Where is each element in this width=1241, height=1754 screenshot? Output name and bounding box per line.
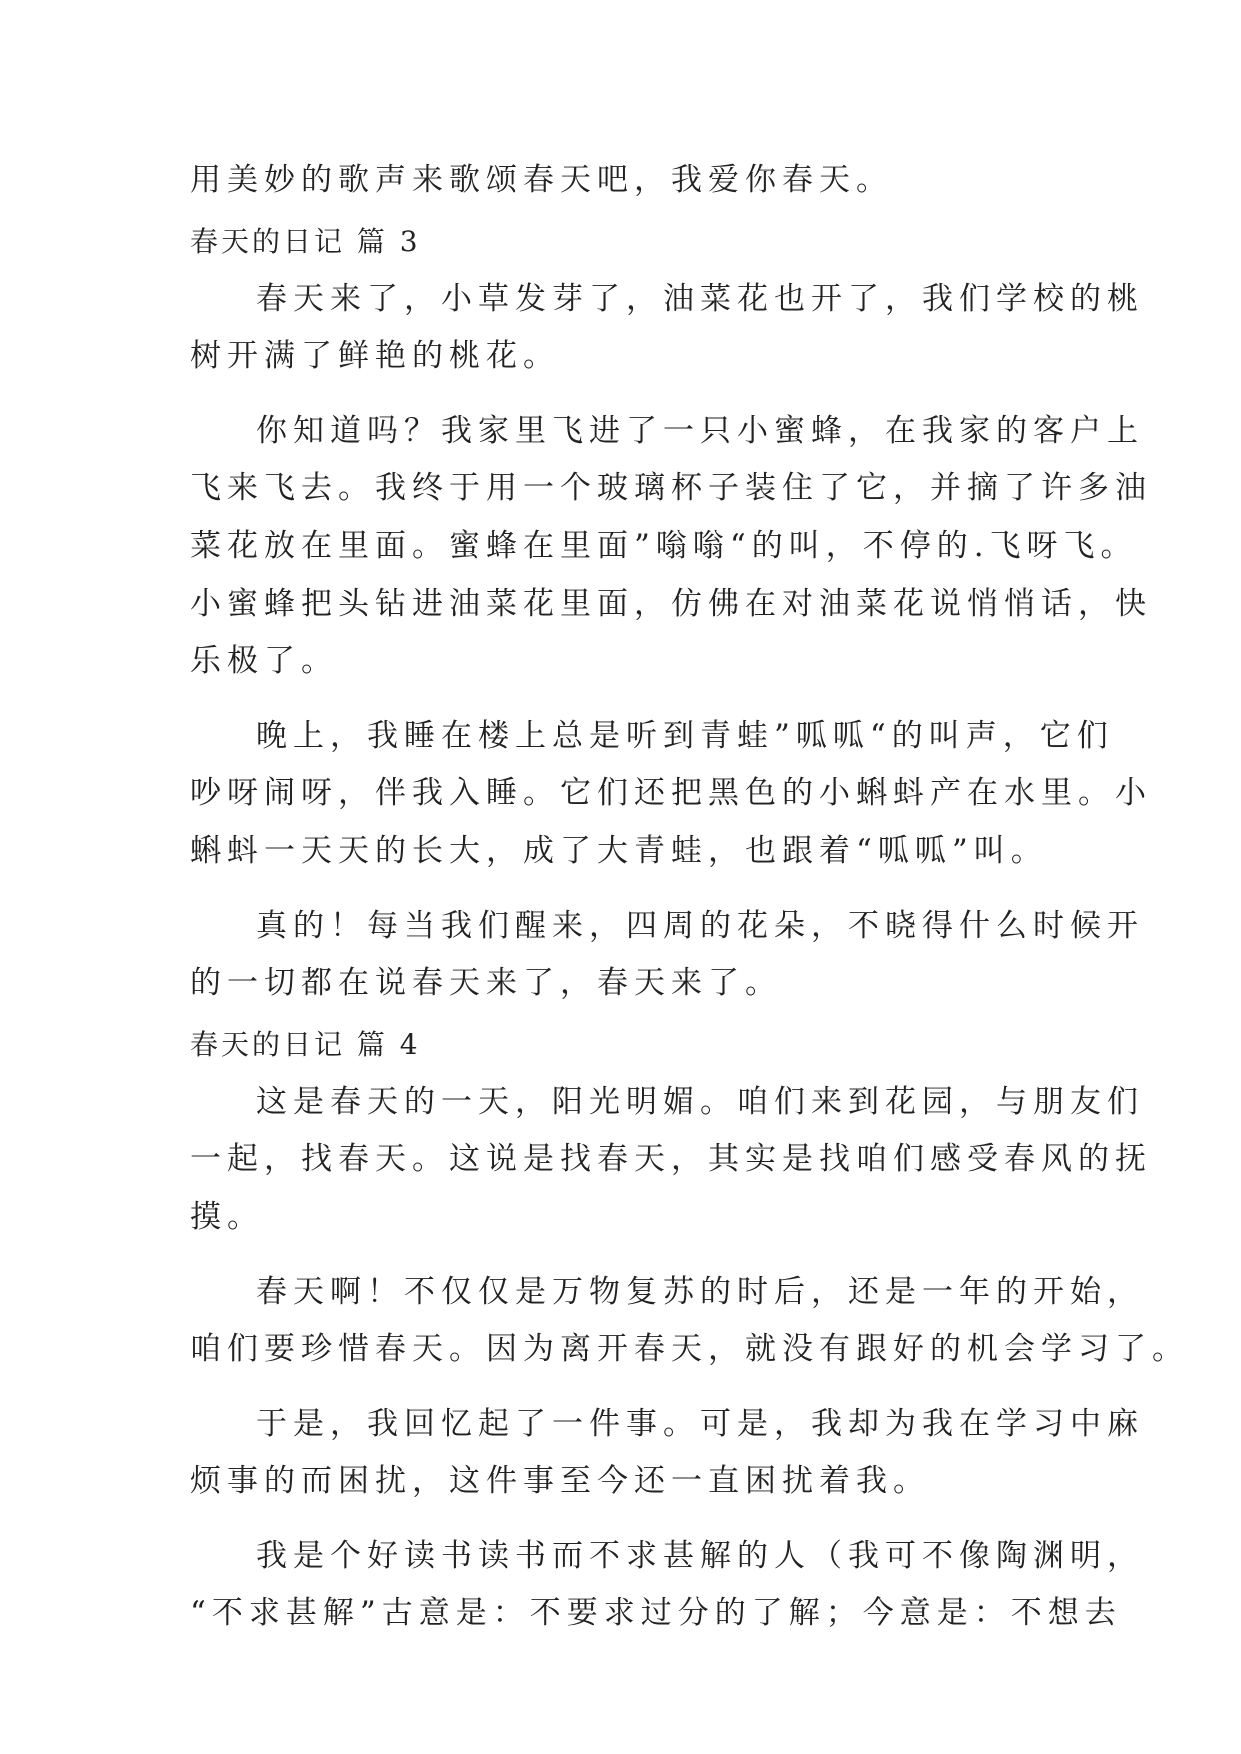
text-line: 晚上，我睡在楼上总是听到青蛙”呱呱“的叫声，它们 (256, 717, 1114, 754)
text-line: 飞来飞去。我终于用一个玻璃杯子装住了它，并摘了许多油 (190, 470, 1152, 507)
text-line: 小蜜蜂把头钻进油菜花里面，仿佛在对油菜花说悄悄话，快 (190, 585, 1152, 622)
paragraph (190, 271, 1144, 386)
section-heading-4: 春天的日记 篇 4 (190, 1027, 421, 1061)
text-line: 真的！每当我们醒来，四周的花朵，不晓得什么时候开 (256, 907, 1144, 944)
text-line: 我是个好读书读书而不求甚解的人（我可不像陶渊明， (256, 1537, 1144, 1574)
text-line: 吵呀闹呀，伴我入睡。它们还把黑色的小蝌蚪产在水里。小 (190, 775, 1152, 812)
text-line: 树开满了鲜艳的桃花。 (190, 338, 560, 375)
text-line: 烦事的而困扰，这件事至今还一直困扰着我。 (190, 1463, 930, 1500)
text-line: 一起，找春天。这说是找春天，其实是找咱们感受春风的抚 (190, 1141, 1152, 1178)
text-line: 摸。 (190, 1198, 264, 1235)
text-line: 春天来了，小草发芽了，油菜花也开了，我们学校的桃 (256, 280, 1144, 317)
section-heading-3: 春天的日记 篇 3 (190, 224, 421, 258)
text-line: 你知道吗？我家里飞进了一只小蜜蜂，在我家的客户上 (256, 412, 1144, 449)
paragraph (190, 1074, 1152, 1247)
document-page (190, 152, 1189, 1643)
text-line: 菜花放在里面。蜜蜂在里面”嗡嗡“的叫，不停的.飞呀飞。 (190, 527, 1138, 564)
paragraph (190, 403, 1152, 691)
paragraph (190, 1396, 1144, 1511)
text-line: 的一切都在说春天来了，春天来了。 (190, 965, 782, 1002)
text-line: 咱们要珍惜春天。因为离开春天，就没有跟好的机会学习了。 (190, 1331, 1189, 1368)
text-line: 用美妙的歌声来歌颂春天吧，我爱你春天。 (190, 162, 893, 198)
text-line: 这是春天的一天，阳光明媚。咱们来到花园，与朋友们 (256, 1083, 1144, 1120)
paragraph (190, 1264, 1189, 1379)
text-line: 蝌蚪一天天的长大，成了大青蛙，也跟着“呱呱”叫。 (190, 832, 1048, 869)
text-line: 乐极了。 (190, 643, 338, 680)
paragraph (190, 898, 1144, 1013)
text-line: 春天啊！不仅仅是万物复苏的时后，还是一年的开始， (256, 1273, 1144, 1310)
text-line: “不求甚解”古意是：不要求过分的了解；今意是：不想去 (190, 1595, 1122, 1632)
intro-paragraph (190, 152, 1060, 210)
paragraph (190, 1528, 1144, 1643)
paragraph (190, 708, 1152, 881)
text-line: 于是，我回忆起了一件事。可是，我却为我在学习中麻 (256, 1405, 1144, 1442)
